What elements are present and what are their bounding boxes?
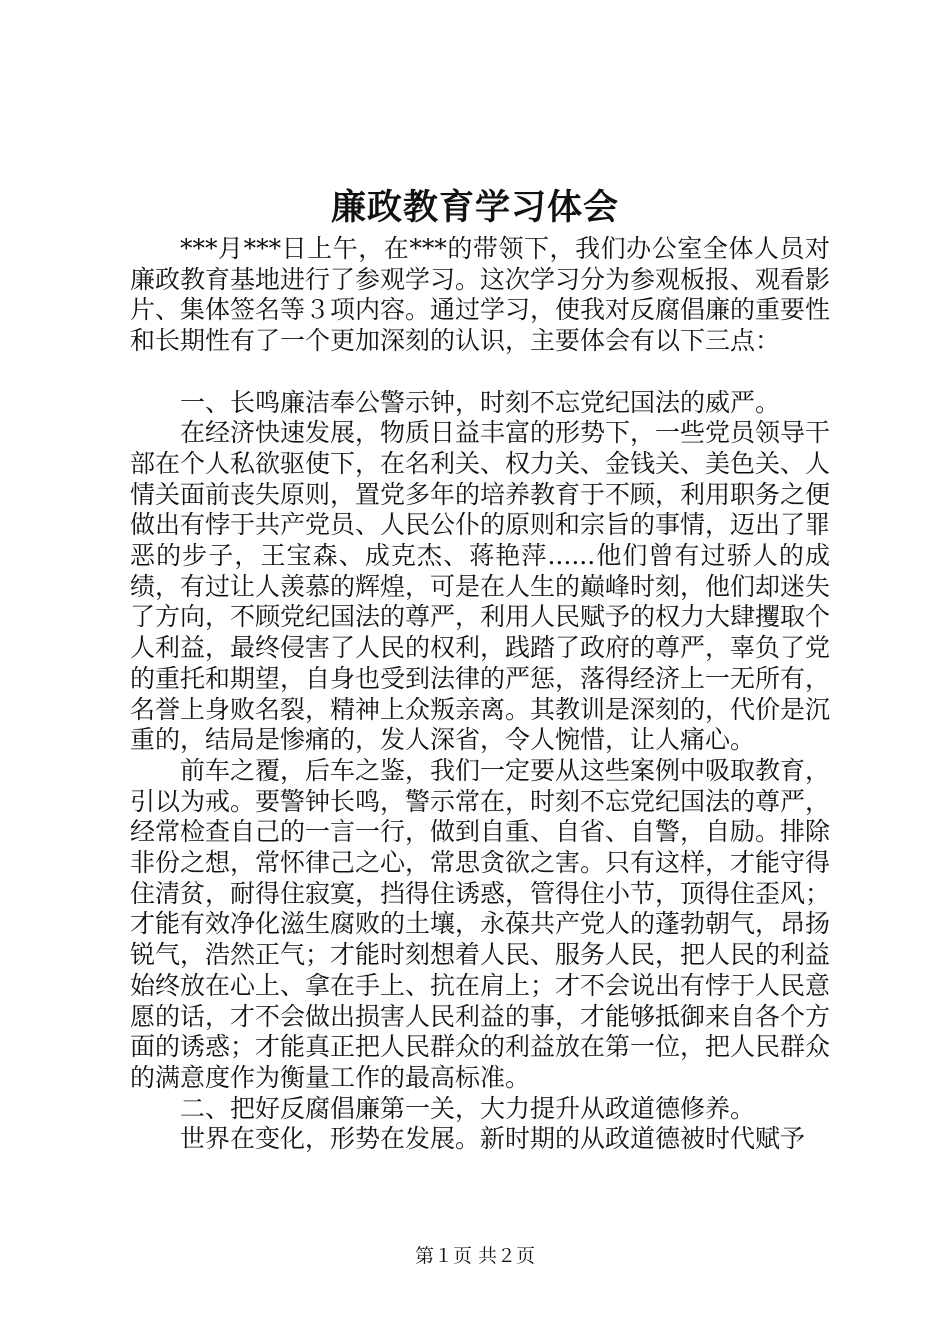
body-paragraph: 世界在变化，形势在发展。新时期的从政道德被时代赋予 bbox=[180, 1124, 806, 1154]
body-paragraph: 前车之覆，后车之鉴，我们一定要从这些案例中吸取教育，引以为戒。要警钟长鸣，警示常在，时刻不忘党纪国法的尊严，经常检查自己的一言一行，做到自重、自省、自警，自励。排除非份之想，常怀律己之心，常思贪欲之害。只有这样，才能守得住清贫，耐得住寂寞，挡得住诱惑，管得住小节，顶得住歪风；才能有效净化滋生腐败的土壤，永葆共产党人的蓬勃朝气，昂扬锐气，浩然正气；才能时刻想着人民、服务人民，把人民的利益始终放在心上、拿在手上、抗在肩上；才不会说出有悖于人民意愿的话，才不会做出损害人民利益的事，才能够抵御来自各个方面的诱惑；才能真正把人民群众的利益放在第一位，把人民群众的满意度作为衡量工作的最高标准。 bbox=[130, 755, 831, 1092]
intro-paragraph: ***月***日上午，在***的带领下，我们办公室全体人员对廉政教育基地进行了参观学习。这次学习分为参观板报、观看影片、集体签名等３项内容。通过学习，使我对反腐倡廉的重要性和长期性有了一个更加深刻的认识，主要体会有以下三点： bbox=[130, 234, 831, 356]
document-body bbox=[130, 234, 830, 1155]
section-heading-2: 二、把好反腐倡廉第一关，大力提升从政道德修养。 bbox=[180, 1093, 756, 1123]
page-number-footer: 第１页 共２页 bbox=[414, 1245, 536, 1267]
document-title: 廉政教育学习体会 bbox=[330, 187, 619, 228]
section-heading-1: 一、长鸣廉洁奉公警示钟，时刻不忘党纪国法的威严。 bbox=[180, 387, 781, 417]
body-paragraph: 在经济快速发展，物质日益丰富的形势下，一些党员领导干部在个人私欲驱使下，在名利关、权力关、金钱关、美色关、人情关面前丧失原则，置党多年的培养教育于不顾，利用职务之便做出有悖于共产党员、人民公仆的原则和宗旨的事情，迈出了罪恶的步子，王宝森、成克杰、蒋艳萍......他们曾有过骄人的成绩，有过让人羡慕的辉煌，可是在人生的巅峰时刻，他们却迷失了方向，不顾党纪国法的尊严，利用人民赋予的权力大肆攫取个人利益，最终侵害了人民的权利，践踏了政府的尊严，辜负了党的重托和期望，自身也受到法律的严惩，落得经济上一无所有，名誉上身败名裂，精神上众叛亲离。其教训是深刻的，代价是沉重的，结局是惨痛的，发人深省，令人惋惜，让人痛心。 bbox=[130, 418, 831, 755]
